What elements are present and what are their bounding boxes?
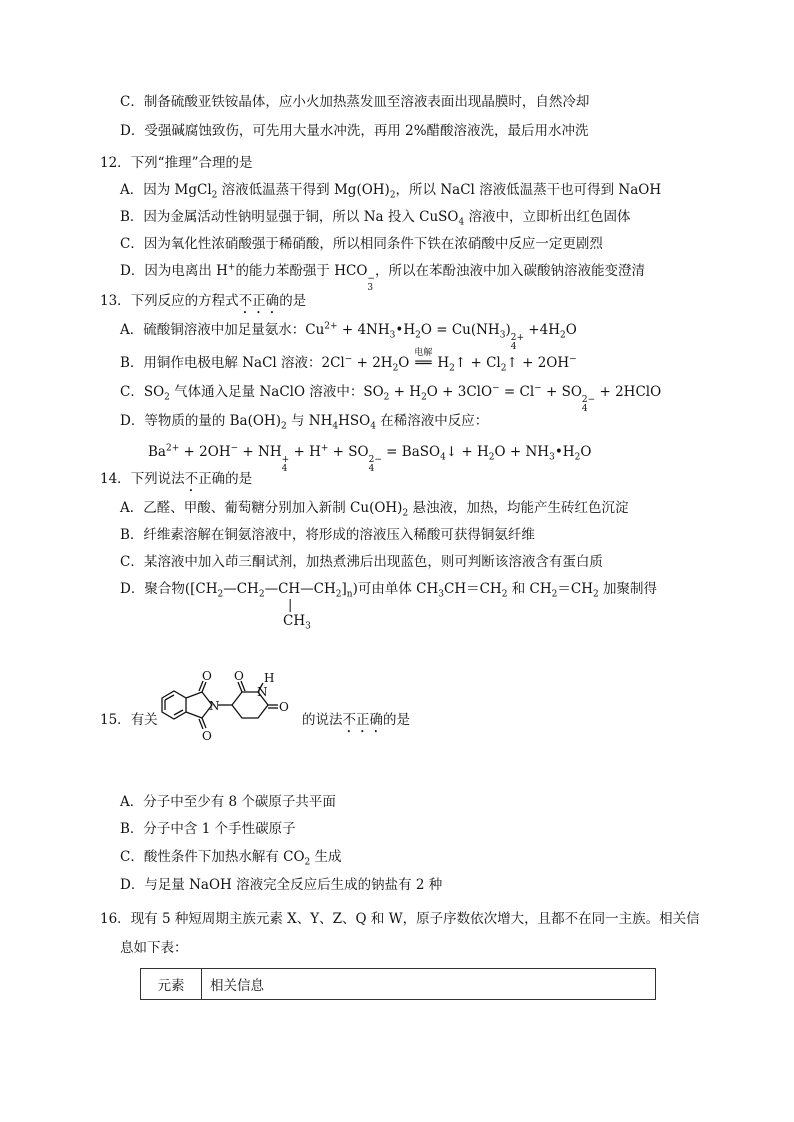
atom-o-top: O xyxy=(202,670,212,683)
q15-stem-prefix: 15．有关 xyxy=(100,712,158,728)
atom-o-piperidine: O xyxy=(234,670,244,683)
q15-option-a: A．分子中至少有 8 个碳原子共平面 xyxy=(120,794,336,810)
molecule-structure xyxy=(150,670,310,760)
q13-option-a: A．硫酸铜溶液中加足量氨水：$Cu^{2+}$ + $4NH_3•H_2O = Cu(NH_3)$ 2+ 4 $+4H_2O$ xyxy=(120,321,577,352)
element-info-table xyxy=(140,968,656,1000)
q12-option-b: B．因为金属活动性钠明显强于铜，所以 Na 投入 CuSO$_4$ 溶液中，立即析出红色固体 xyxy=(120,209,631,228)
q13-option-d-equation: $Ba^{2+} + 2OH^-$ + NH + 4 + H+ + SO 2− 4 = BaSO$_4$↓ + $H_2O$ + $NH_3•H_2O$ xyxy=(148,443,592,474)
q11-option-c: C．制备硫酸亚铁铵晶体，应小火加热蒸发皿至溶液表面出现晶膜时，自然冷却 xyxy=(120,94,590,110)
atom-o-right: O xyxy=(279,700,289,714)
atom-n-imide: N xyxy=(209,699,220,713)
atom-h: H xyxy=(264,671,275,685)
polymer-bracket: [ xyxy=(190,581,196,597)
polymer-branch-bond: | xyxy=(288,598,293,613)
table-header-cell: 元素 xyxy=(141,969,202,1000)
q14-option-c: C．某溶液中加入茚三酮试剂，加热煮沸后出现蓝色，则可判断该溶液含有蛋白质 xyxy=(120,554,603,570)
q13-option-c: C．$SO_2$ 气体通入足量 NaClO 溶液中：$SO_2 + H_2O + 3ClO^- = Cl^-$ + SO 2− 4 + 2HClO xyxy=(120,383,662,414)
q12-stem: 12．下列“推理”合理的是 xyxy=(100,155,253,171)
q14-option-b: B．纤维素溶解在铜氨溶液中，将形成的溶液压入稀酸可获得铜氨纤维 xyxy=(120,527,535,543)
q15-stem-suffix: 的说法不正确的是 xyxy=(302,712,410,728)
electrolysis-arrow: 电解 ══ xyxy=(414,348,433,371)
q16-stem: 16．现有 5 种短周期主族元素 X、Y、Z、Q 和 W，原子序数依次增大，且都不在同一主族。相关信 xyxy=(100,911,700,927)
q12-option-a: A．因为 MgCl$_2$ 溶液低温蒸干得到 $Mg(OH)_2$，所以 NaCl 溶液低温蒸干也可得到 NaOH xyxy=(120,182,662,201)
polymer-methyl: $CH_3$ xyxy=(283,613,311,632)
q14-stem: 14．下列说法不正确的是 xyxy=(100,471,253,487)
q11-option-d: D．受强碱腐蚀致伤，可先用大量水冲洗，再用 2%醋酸溶液洗，最后用水冲洗 xyxy=(120,123,589,139)
q14-option-d: D．聚合物$([CH_2—CH_2—CH—CH_2]_n)$可由单体 $CH_3CH=CH_2$ 和 $CH_2=CH_2$ 加聚制得 xyxy=(120,581,658,600)
q12-option-d: D．因为电离出 H+的能力苯酚强于 HCO − 3 ，所以在苯酚浊液中加入碳酸钠溶液能变澄清 xyxy=(120,262,645,293)
polymer-branch-ch: —CH—CH xyxy=(264,581,336,597)
q16-stem-cont: 息如下表： xyxy=(120,940,188,956)
q13-option-b: B．用铜作电极电解 NaCl 溶液：$2Cl^- + 2H_2O$ 电解 ══ $H_2↑$ + $Cl_2↑ + 2OH^-$ xyxy=(120,348,577,374)
table-header-row xyxy=(141,969,656,1000)
q13-stem: 13．下列反应的方程式不正确的是 xyxy=(100,293,307,309)
q12-option-c: C．因为氧化性浓硝酸强于稀硝酸，所以相同条件下铁在浓硝酸中反应一定更剧烈 xyxy=(120,236,603,252)
q15-option-b: B．分子中含 1 个手性碳原子 xyxy=(120,821,296,837)
atom-o-bottom: O xyxy=(202,729,212,743)
atom-n-piperidine: N xyxy=(257,685,268,699)
q15-option-d: D．与足量 NaOH 溶液完全反应后生成的钠盐有 2 种 xyxy=(120,877,443,893)
table-header-cell: 相关信息 xyxy=(202,969,656,1000)
q15-option-c: C．酸性条件下加热水解有 $CO_2$ 生成 xyxy=(120,849,342,868)
q14-option-a: A．乙醛、甲酸、葡萄糖分别加入新制 $Cu(OH)_2$ 悬浊液，加热，均能产生砖红色沉淀 xyxy=(120,500,629,519)
q13-option-d: D．等物质的量的 $Ba(OH)_2$ 与 $NH_4HSO_4$ 在稀溶液中反应： xyxy=(120,413,489,432)
